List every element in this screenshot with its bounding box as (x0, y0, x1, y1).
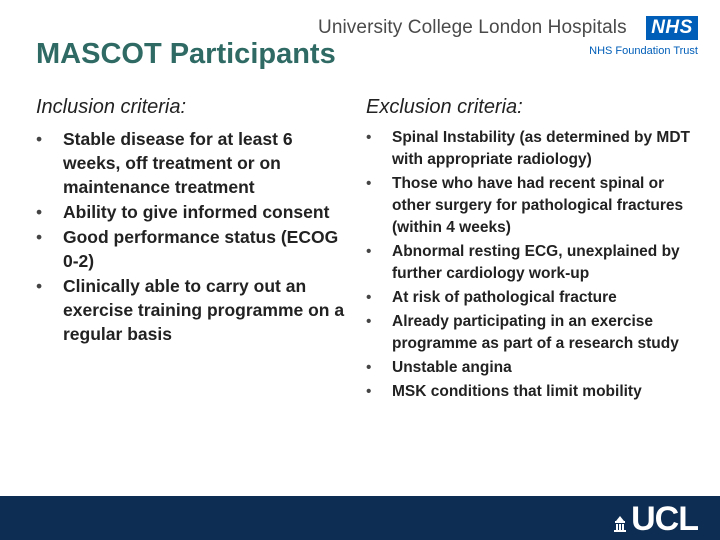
list-item (36, 200, 348, 224)
bullet-icon: • (366, 383, 372, 400)
bullet-icon: • (366, 359, 372, 376)
list-item (36, 274, 348, 346)
exclusion-column (366, 96, 696, 405)
bullet-icon: • (366, 289, 372, 306)
org-header (318, 14, 698, 60)
footer-bar (0, 496, 720, 540)
inclusion-list (36, 127, 348, 346)
inclusion-column (36, 96, 348, 347)
bullet-icon: • (366, 313, 372, 330)
bullet-icon: • (366, 175, 372, 192)
exclusion-item-text: Already participating in an exercise programme as part of a research study (392, 313, 679, 352)
bullet-icon: • (366, 243, 372, 260)
ucl-logo (613, 500, 698, 538)
exclusion-item-text: At risk of pathological fracture (392, 289, 617, 306)
inclusion-item-text: Good performance status (ECOG 0-2) (63, 227, 339, 271)
list-item (366, 311, 696, 355)
bullet-icon: • (36, 227, 43, 247)
list-item (366, 381, 696, 403)
trust-name: NHS Foundation Trust (589, 45, 698, 57)
page-title: MASCOT Participants (36, 38, 336, 70)
list-item (366, 287, 696, 309)
inclusion-item-text: Ability to give informed consent (63, 202, 330, 222)
bullet-icon: • (36, 202, 43, 222)
list-item (366, 173, 696, 239)
bullet-icon: • (36, 129, 43, 149)
bullet-icon: • (36, 276, 43, 296)
nhs-logo: NHS (646, 16, 698, 40)
exclusion-item-text: MSK conditions that limit mobility (392, 383, 642, 400)
inclusion-item-text: Clinically able to carry out an exercise training programme on a regular basis (63, 276, 345, 344)
exclusion-item-text: Unstable angina (392, 359, 512, 376)
exclusion-item-text: Abnormal resting ECG, unexplained by further cardiology work-up (392, 243, 680, 282)
organisation-name: University College London Hospitals (318, 17, 627, 38)
inclusion-item-text: Stable disease for at least 6 weeks, off treatment or on maintenance treatment (63, 129, 293, 197)
list-item (366, 241, 696, 285)
list-item (366, 357, 696, 379)
ucl-logo-text: UCL (631, 500, 698, 538)
exclusion-list (366, 127, 696, 403)
list-item (36, 127, 348, 199)
list-item (366, 127, 696, 171)
list-item (36, 225, 348, 273)
exclusion-item-text: Those who have had recent spinal or other surgery for pathological fractures (within 4 weeks) (392, 175, 684, 236)
exclusion-item-text: Spinal Instability (as determined by MDT with appropriate radiology) (392, 129, 690, 168)
exclusion-heading: Exclusion criteria: (366, 96, 523, 118)
bullet-icon: • (366, 129, 372, 146)
portico-icon (613, 516, 627, 532)
inclusion-heading: Inclusion criteria: (36, 96, 187, 118)
